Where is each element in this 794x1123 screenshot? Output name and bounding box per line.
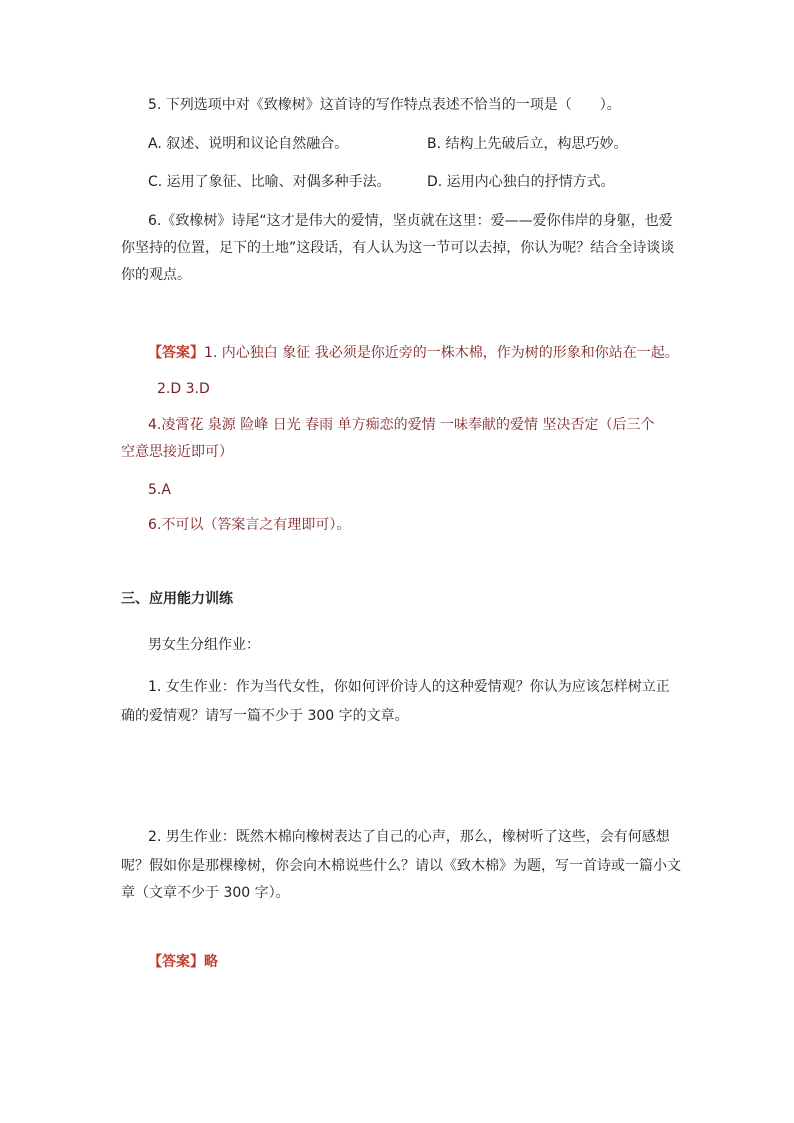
section-3-heading: 三、应用能力训练 — [121, 591, 233, 607]
answer-1-line-1 — [148, 343, 679, 363]
q6-line-3: 你的观点。 — [121, 267, 191, 283]
girls-task-line-2: 确的爱情观？请写一篇不少于 300 字的文章。 — [121, 708, 409, 724]
answer-1-line-4: 空意思接近即可） — [121, 444, 233, 460]
girls-task-line-1: 1. 女生作业：作为当代女性，你如何评价诗人的这种爱情观？你认为应该怎样树立正 — [148, 679, 670, 695]
q5-stem: 5. 下列选项中对《致橡树》这首诗的写作特点表述不恰当的一项是（ ）。 — [148, 97, 621, 113]
boys-task-line-3: 章（文章不少于 300 字）。 — [121, 885, 290, 901]
q5-option-a: A. 叙述、说明和议论自然融合。 — [148, 136, 349, 152]
boys-task-line-1: 2. 男生作业：既然木棉向橡树表达了自己的心声，那么，橡树听了这些，会有何感想 — [148, 829, 670, 845]
answer-1-line-2: 2.D 3.D — [157, 381, 210, 397]
q6-line-1: 6.《致橡树》诗尾“这才是伟大的爱情，坚贞就在这里：爱——爱你伟岸的身躯，也爱 — [148, 213, 673, 229]
answer-1-line-6: 6.不可以（答案言之有理即可）。 — [148, 517, 351, 533]
answer-1-line-5: 5.A — [148, 482, 171, 498]
section-3-intro: 男女生分组作业： — [148, 637, 260, 653]
answer-2-text: 略 — [204, 954, 218, 970]
boys-task-line-2: 呢？假如你是那棵橡树，你会向木棉说些什么？请以《致木棉》为题，写一首诗或一篇小文 — [121, 858, 681, 874]
answer-tag: 【答案】 — [148, 345, 204, 361]
q6-line-2: 你坚持的位置，足下的土地”这段话，有人认为这一节可以去掉，你认为呢？结合全诗谈谈 — [121, 240, 675, 256]
answer-tag: 【答案】 — [148, 954, 204, 970]
q5-option-d: D. 运用内心独白的抒情方式。 — [427, 174, 615, 190]
q5-option-c: C. 运用了象征、比喻、对偶多种手法。 — [148, 174, 391, 190]
q5-option-b: B. 结构上先破后立，构思巧妙。 — [427, 136, 628, 152]
answer-1-text: 1. 内心独白 象征 我必须是你近旁的一株木棉，作为树的形象和你站在一起。 — [204, 345, 679, 361]
answer-2-line — [148, 952, 218, 972]
answer-1-line-3: 4.凌霄花 泉源 险峰 日光 春雨 单方痴恋的爱情 一味奉献的爱情 坚决否定（后三个 — [148, 417, 655, 433]
